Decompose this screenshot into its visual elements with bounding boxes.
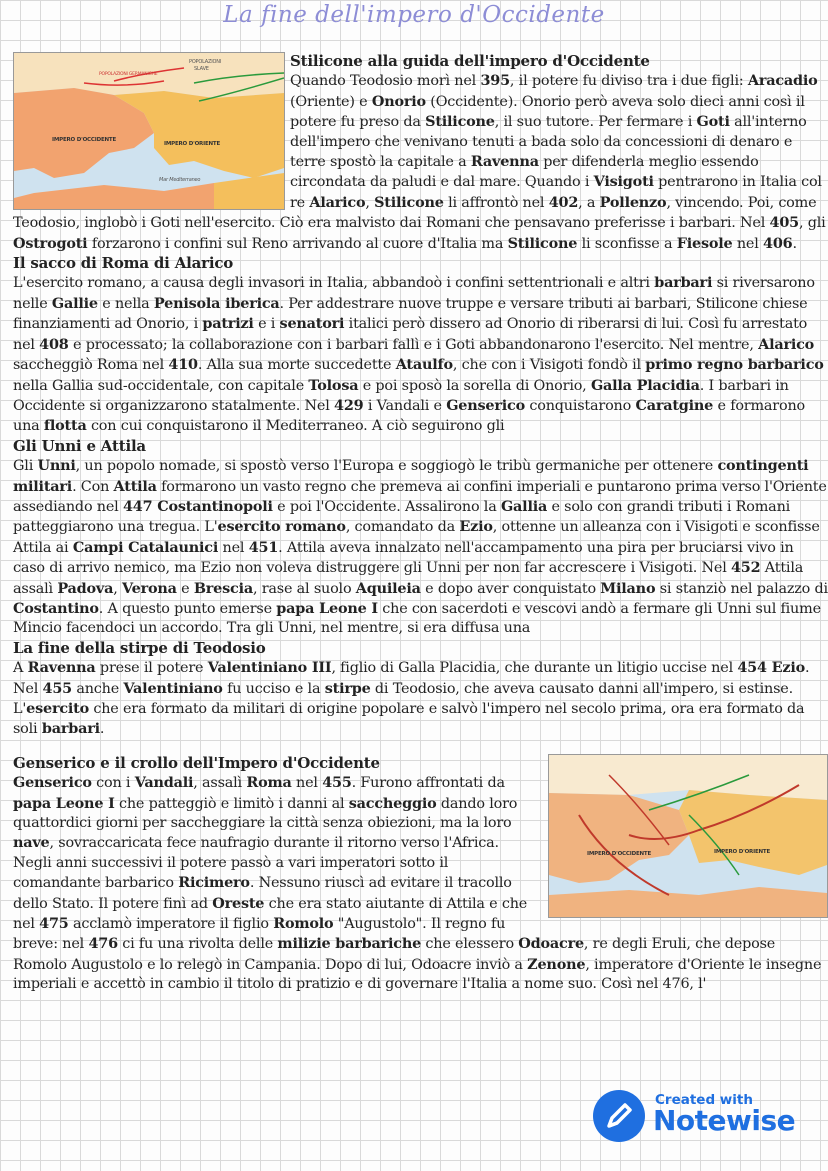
map-label-germaniche: POPOLAZIONI GERMANICHE xyxy=(99,72,158,77)
section-heading-sacco-roma: Il sacco di Roma di Alarico xyxy=(13,254,234,273)
map-label-popolazioni: POPOLAZIONI xyxy=(189,59,222,65)
map2-label-occidente: IMPERO D'OCCIDENTE xyxy=(587,850,652,857)
section-heading-stirpe-teodosio: La fine della stirpe di Teodosio xyxy=(13,638,266,657)
logo-wordmark: Notewise xyxy=(653,1104,796,1137)
section-heading-stilicone: Stilicone alla guida dell'impero d'Occidente xyxy=(290,52,650,70)
map-label-oriente: IMPERO D'ORIENTE xyxy=(164,141,221,147)
map-empire-division xyxy=(13,52,285,210)
section-text-genserico: Genserico con i Vandali, assalì Roma nel 455. Furono affrontati da papa Leone I che patteggiò e limitò i danni al saccheggio dando loro quattordici giorni per saccheggiare la città senza obiezioni, ma la loro nave, sovraccaricata fece naufragio durante il ritorno verso l'Africa. Negli anni successivi il potere passò a vari imperatori sotto il comandante barbarico Ricimero. Nessuno riuscì ad evitare il tracollo dello Stato. Il potere finì ad Oreste che era stato aiutante di Attila e che nel 475 acclamò imperatore il figlio Romolo "Augustolo". Il regno fu breve: nel 476 ci fu una rivolta delle milizie barbariche che elessero Odoacre, re degli Eruli, che depose Romolo Augustolo e lo relegò in Campania. Dopo di lui, Odoacre inviò a Zenone, imperatore d'Oriente le insegne imperiali e accettò in cambio il titolo di pratizio e di governare l'Italia a nome suo. Così nel 476, l' xyxy=(13,774,822,993)
map-label-mediterraneo: Mar Mediterraneo xyxy=(159,177,201,183)
section-heading-genserico: Genserico e il crollo dell'Impero d'Occidente xyxy=(13,753,380,772)
pen-icon xyxy=(593,1090,645,1142)
map-label-slave: SLAVE xyxy=(194,66,209,72)
section-heading-unni-attila: Gli Unni e Attila xyxy=(13,436,146,455)
map-label-occidente: IMPERO D'OCCIDENTE xyxy=(52,137,117,143)
document-body xyxy=(13,52,828,995)
page-title: La fine dell'impero d'Occidente xyxy=(223,2,605,28)
map-barbarian-invasions xyxy=(548,754,828,918)
map2-label-oriente: IMPERO D'ORIENTE xyxy=(714,848,771,855)
section-text-stirpe-teodosio: A Ravenna prese il potere Valentiniano III, figlio di Galla Placidia, che durante un litigio uccise nel 454 Ezio. Nel 455 anche Valentiniano fu ucciso e la stirpe di Teodosio, che aveva causato danni all'impero, si estinse. L'esercito che era formato da militari di origine popolare e salvò l'impero nel secolo prima, ora era formato da soli barbari. xyxy=(13,659,810,738)
section-text-unni-attila: Gli Unni, un popolo nomade, si spostò verso l'Europa e soggiogò le tribù germaniche per ottenere contingenti militari. Con Attila formarono un vasto regno che premeva ai confini imperiali e puntarono prima verso l'Oriente assediando nel 447 Costantinopoli e poi l'Occidente. Assalirono la Gallia e solo con grandi tributi i Romani patteggiarono una tregua. L'esercito romano, comandato da Ezio, ottenne un alleanza con i Visigoti e sconfisse Attila ai Campi Catalaunici nel 451. Attila aveva innalzato nell'accampamento una pira per bruciarsi vivo in caso di arrivo nemico, ma Ezio non voleva distruggere gli Unni per non far accrescere i Visigoti. Nel 452 Attila assalì Padova, Verona e Brescia, rase al suolo Aquileia e dopo aver conquistato Milano si stanziò nel palazzo di Costantino. A questo punto emerse papa Leone I che con sacerdoti e vescovi andò a fermare gli Unni sul fiume Mincio facendoci un accordo. Tra gli Unni, nel mentre, si era diffusa una xyxy=(13,457,828,637)
section-text-sacco-roma: L'esercito romano, a causa degli invasori in Italia, abbandoò i confini settentrionali e altri barbari si riversarono nelle Gallie e nella Penisola iberica. Per addestrare nuove truppe e versare tributi ai barbari, Stilicone chiese finanziamenti ad Onorio, i patrizi e i senatori italici però dissero ad Onorio di riberarsi di lui. Così fu arrestato nel 408 e processato; la collaborazione con i barbari fallì e i Goti abbandonarono l'esercito. Nel mentre, Alarico saccheggiò Roma nel 410. Alla sua morte succedette Ataulfo, che con i Visigoti fondò il primo regno barbarico nella Gallia sud-occidentale, con capitale Tolosa e poi sposò la sorella di Onorio, Galla Placidia. I barbari in Occidente si organizzarono statalmente. Nel 429 i Vandali e Genserico conquistarono Caratgine e formarono una flotta con cui conquistarono il Mediterraneo. A ciò seguirono gli xyxy=(13,274,824,435)
notewise-logo xyxy=(593,1090,808,1146)
logo-caption: Created with xyxy=(655,1092,753,1108)
section-text-stilicone: Quando Teodosio morì nel 395, il potere fu diviso tra i due figli: Aracadio (Oriente) e Onorio (Occidente). Onorio però aveva solo dieci anni così il potere fu preso da Stilicone, il suo tutore. Per fermare i Goti all'interno dell'impero che venivano tenuti a bada solo da concessioni di denaro e terre spostò la capitale a Ravenna per difenderla meglio essendo circondata da paludi e dal mare. Quando i Visigoti pentrarono in Italia col re Alarico, Stilicone li affrontò nel 402, a Pollenzo, vincendo. Poi, come Teodosio, inglobò i Goti nell'esercito. Ciò era malvisto dai Romani che pensavano preferisse i barbari. Nel 405, gli Ostrogoti forzarono i confini sul Reno arrivando al cuore d'Italia ma Stilicone li sconfisse a Fiesole nel 406. xyxy=(13,72,826,252)
